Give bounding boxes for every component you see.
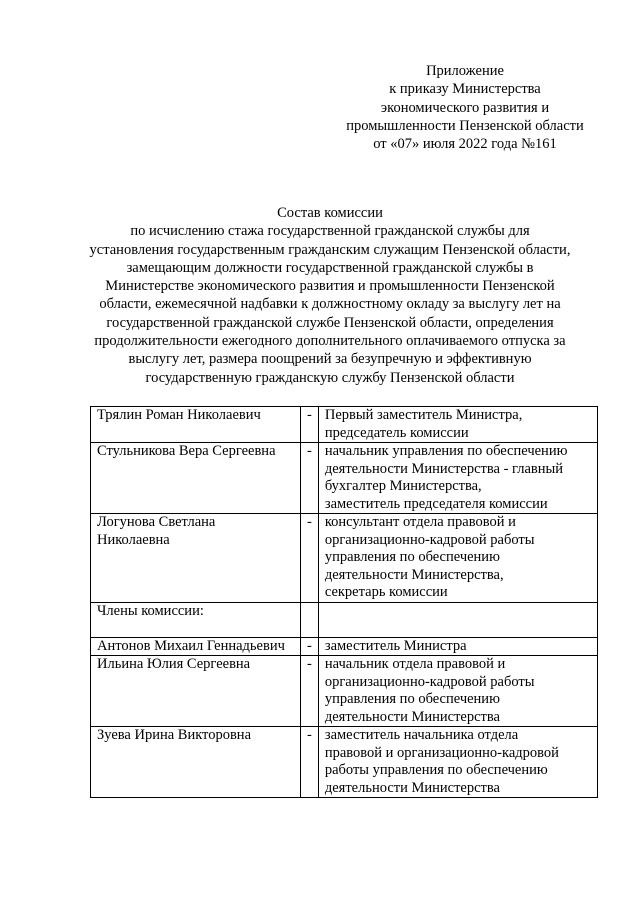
table-row	[91, 637, 598, 656]
name-line: Трялин Роман Николаевич	[97, 407, 261, 423]
table-row	[91, 727, 598, 798]
position-line: деятельности Министерства	[324, 779, 500, 796]
name-line: Логунова Светлана	[97, 514, 216, 530]
position-line: начальник управления по обеспечению	[324, 443, 568, 459]
name-line: Антонов Михаил Геннадьевич	[97, 637, 285, 654]
appendix-line: Приложение	[426, 63, 504, 79]
dash-cell: -	[301, 637, 319, 656]
table-group-row	[91, 602, 598, 637]
appendix-block	[330, 62, 600, 153]
appendix-line: промышленности Пензенской области	[346, 117, 584, 134]
title-line: по исчислению стажа государственной гражданской службы для	[130, 223, 530, 240]
table-row	[91, 407, 598, 443]
position-line: начальник отдела правовой и	[324, 656, 506, 672]
member-position	[318, 443, 597, 514]
position-line: заместитель Министра	[324, 637, 467, 654]
dash-cell: -	[301, 514, 319, 603]
position-line: Первый заместитель Министра,	[324, 407, 523, 423]
dash-cell: -	[301, 443, 319, 514]
position-line: заместитель председателя комиссии	[324, 495, 548, 512]
position-line: деятельности Министерства	[324, 708, 500, 725]
position-line: управления по обеспечению	[324, 691, 500, 707]
position-line: деятельности Министерства,	[324, 566, 504, 583]
member-position	[318, 637, 597, 656]
member-name	[91, 443, 301, 514]
member-name	[91, 514, 301, 603]
title-line: государственную гражданскую службу Пензенской области	[145, 369, 515, 386]
table-row	[91, 443, 598, 514]
title-line: замещающим должности государственной гражданской службы в	[126, 259, 534, 276]
position-line: работы управления по обеспечению	[324, 762, 548, 778]
document-title	[60, 204, 600, 387]
member-position	[318, 727, 597, 798]
dash-cell	[301, 602, 319, 637]
dash-cell: -	[301, 656, 319, 727]
title-line: государственной гражданской службе Пензенской области, определения	[106, 314, 554, 331]
group-label: Члены комиссии:	[91, 602, 301, 637]
title-line: Министерстве экономического развития и промышленности Пензенской	[105, 278, 555, 295]
member-name	[91, 637, 301, 656]
member-position	[318, 656, 597, 727]
appendix-line: к приказу Министерства	[389, 81, 541, 98]
position-line: секретарь комиссии	[324, 584, 448, 600]
table-row	[91, 656, 598, 727]
position-line: консультант отдела правовой и	[324, 514, 516, 530]
title-line: выслугу лет, размера поощрений за безупречную и эффективную	[128, 351, 532, 368]
table-row	[91, 514, 598, 603]
position-line: управления по обеспечению	[324, 549, 500, 565]
appendix-line: от «07» июля 2022 года №161	[373, 136, 557, 153]
dash-cell: -	[301, 727, 319, 798]
position-line: заместитель начальника отдела	[324, 727, 519, 743]
member-position	[318, 514, 597, 603]
title-heading: Состав комиссии	[277, 205, 383, 221]
name-line: Ильина Юлия Сергеевна	[97, 656, 251, 672]
title-line: продолжительности ежегодного дополнительного оплачиваемого отпуска за	[94, 333, 566, 350]
position-line: бухгалтер Министерства,	[324, 478, 482, 494]
member-position	[318, 407, 597, 443]
member-name	[91, 727, 301, 798]
commission-members-table	[90, 406, 598, 798]
member-name	[91, 656, 301, 727]
title-line: области, ежемесячной надбавки к должностному окладу за выслугу лет на	[99, 296, 561, 313]
position-line: организационно-кадровой работы	[324, 673, 535, 690]
name-line: Зуева Ирина Викторовна	[97, 727, 251, 743]
position-line: председатель комиссии	[324, 424, 469, 441]
position-line: деятельности Министерства - главный	[324, 460, 564, 477]
title-line: установления государственным гражданским служащим Пензенской области,	[89, 241, 571, 258]
position-line: организационно-кадровой работы	[324, 531, 535, 548]
name-line: Стульникова Вера Сергеевна	[97, 443, 276, 459]
member-name	[91, 407, 301, 443]
empty-cell	[318, 602, 597, 637]
appendix-line: экономического развития и	[380, 99, 550, 116]
position-line: правовой и организационно-кадровой	[324, 744, 559, 761]
name-line: Николаевна	[97, 531, 170, 548]
dash-cell: -	[301, 407, 319, 443]
